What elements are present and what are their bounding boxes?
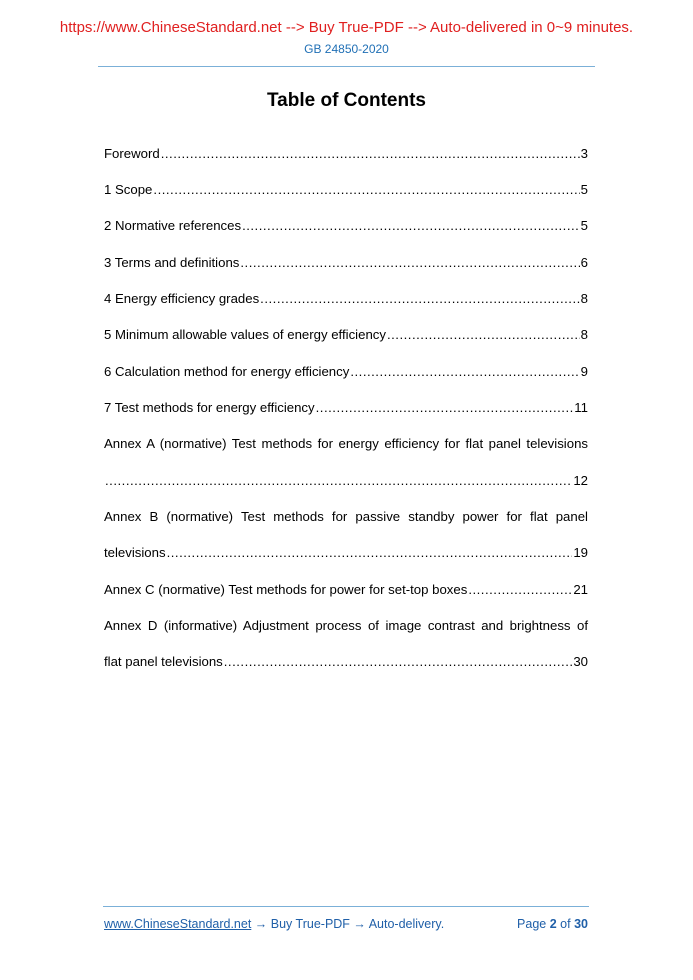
toc-leader-dots (161, 144, 580, 164)
top-banner-link[interactable]: https://www.ChineseStandard.net --> Buy True-PDF --> Auto-delivered in 0~9 minutes. (59, 19, 634, 36)
toc-entry-label: flat panel televisions (104, 654, 223, 669)
toc-entry-label: 4 Energy efficiency grades (104, 291, 260, 306)
toc-entry-annex-a-line2[interactable] (104, 471, 588, 491)
toc-leader-dots (240, 253, 579, 273)
toc-entry-normative-references[interactable] (104, 216, 588, 236)
toc-leader-dots (242, 216, 580, 236)
toc-leader-dots (350, 362, 579, 382)
toc-entry-label: 1 Scope (104, 182, 153, 197)
toc-entry-page: 12 (573, 473, 588, 488)
footer-website-link[interactable]: www.ChineseStandard.net (104, 917, 252, 931)
toc-leader-dots (153, 180, 579, 200)
toc-entry-label: 3 Terms and definitions (104, 255, 240, 270)
toc-leader-dots (316, 398, 574, 418)
toc-entry-label: 7 Test methods for energy efficiency (104, 400, 315, 415)
toc-entry-label: 6 Calculation method for energy efficiency (104, 364, 350, 379)
toc-entry-page: 11 (574, 400, 588, 415)
toc-entry-page: 5 (580, 182, 588, 197)
toc-entry-label: televisions (104, 545, 166, 560)
of-word: of (560, 917, 571, 931)
toc-leader-dots (105, 471, 572, 491)
toc-entry-annex-b-line1[interactable]: Annex B (normative) Test methods for passive standby power for flat panel (104, 509, 588, 524)
toc-entry-annex-d-line1[interactable]: Annex D (informative) Adjustment process of image contrast and brightness of (104, 618, 588, 633)
toc-entry-page: 9 (580, 364, 588, 379)
toc-entry-page: 5 (580, 218, 588, 233)
toc-entry-annex-b-line2[interactable] (104, 543, 588, 563)
toc-entry-annex-a-line1[interactable]: Annex A (normative) Test methods for energy efficiency for flat panel televisions (104, 436, 588, 451)
toc-entry-label: Foreword (104, 146, 160, 161)
toc-entry-page: 3 (580, 146, 588, 161)
page-title: Table of Contents (266, 90, 427, 111)
toc-leader-dots (387, 325, 580, 345)
footer-divider (103, 906, 589, 907)
toc-entry-label: Annex C (normative) Test methods for power for set-top boxes (104, 582, 468, 597)
toc-entry-minimum-values[interactable] (104, 325, 588, 345)
page-word: Page (517, 917, 547, 931)
toc-leader-dots (260, 289, 579, 309)
footer-tagline: → Buy True-PDF → Auto-delivery. (251, 917, 445, 931)
toc-entry-annex-d-line2[interactable] (104, 652, 588, 672)
current-page: 2 (549, 917, 557, 931)
toc-entry-scope[interactable] (104, 180, 588, 200)
toc-entry-page: 21 (573, 582, 588, 597)
standard-code-header: GB 24850-2020 (304, 42, 389, 56)
toc-entry-annex-c[interactable] (104, 580, 588, 600)
toc-entry-terms-definitions[interactable] (104, 253, 588, 273)
footer-promo (104, 915, 444, 933)
toc-leader-dots (468, 580, 572, 600)
toc-entry-label: 5 Minimum allowable values of energy efficiency (104, 327, 386, 342)
toc-entry-page: 8 (580, 291, 588, 306)
header-divider (98, 66, 595, 67)
toc-entry-calculation-method[interactable] (104, 362, 588, 382)
toc-entry-foreword[interactable] (104, 144, 588, 164)
toc-entry-page: 30 (573, 654, 588, 669)
total-pages: 30 (574, 917, 588, 931)
toc-leader-dots (224, 652, 573, 672)
toc-entry-label: 2 Normative references (104, 218, 242, 233)
toc-entry-page: 8 (580, 327, 588, 342)
toc-entry-energy-grades[interactable] (104, 289, 588, 309)
toc-entry-test-methods[interactable] (104, 398, 588, 418)
footer-page-number (502, 915, 588, 933)
toc-entry-page: 19 (573, 545, 588, 560)
toc-entry-page: 6 (580, 255, 588, 270)
toc-leader-dots (167, 543, 573, 563)
